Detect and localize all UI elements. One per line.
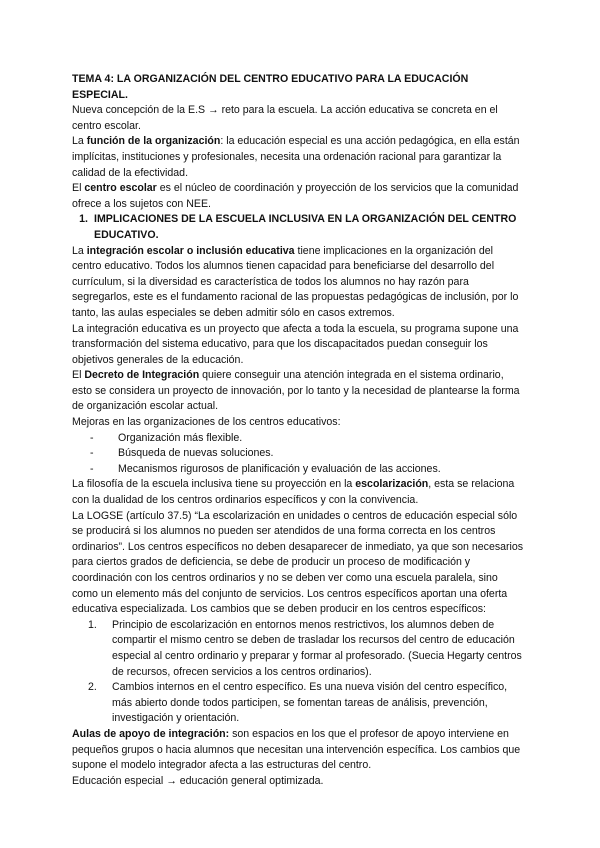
bold-term: centro escolar [84,182,157,195]
list-item: - Mecanismos rigurosos de planificación y evaluación de las acciones. [90,462,441,475]
bullet-list [72,431,524,478]
bold-term: Decreto de Integración [84,369,200,382]
paragraph-intro: Nueva concepción de la E.S → reto para la escuela. La acción educativa se concreta en el centro escolar. [72,104,498,132]
bold-term: integración escolar o inclusión educativa [86,244,295,257]
bold-term: Aulas de apoyo de integración: [72,727,230,740]
paragraph-filosofia: La filosofía de la escuela inclusiva tiene su proyección en la escolarización, esta se relaciona con la dualidad de los centros ordinarios específicos y con la convivencia. [72,478,515,507]
paragraph-aulas: Aulas de apoyo de integración: son espacios en los que el profesor de apoyo interviene en pequeños grupos o hacia alumnos que necesitan una intervención específica. Los cambios que supone el modelo integrador afecta a las estructuras del centro. [72,727,521,772]
document-title: TEMA 4: LA ORGANIZACIÓN DEL CENTRO EDUCATIVO PARA LA EDUCACIÓN ESPECIAL. [72,73,469,101]
paragraph-conclusion: Educación especial → educación general optimizada. [72,774,324,787]
list-item: - Organización más flexible. [90,431,243,444]
bold-term: función de la organización [86,135,221,148]
list-item: 1. Principio de escolarización en entornos menos restrictivos, los alumnos deben de compartir el mismo centro se deben de trasladar los recursos del centro de educación especial al centro ordinario y preparar y formar al profesorado. (Suecia Hegarty centros de recursos, ofrecen servicios a los centros ordinarios). [88,618,522,678]
paragraph-decreto: El Decreto de Integración quiere conseguir una atención integrada en el sistema ordinario, esto se considera un proyecto de innovación, por lo tanto y la necesidad de plantearse la forma de organización escolar actual. [72,369,520,413]
numbered-list [72,618,524,727]
paragraph-mejoras: Mejoras en las organizaciones de los centros educativos: [72,416,341,429]
paragraph-centro: El centro escolar es el núcleo de coordinación y proyección de los servicios que la comunidad ofrece a los sujetos con NEE. [72,182,519,210]
document-page [72,72,524,789]
paragraph-funcion: La función de la organización: la educación especial es una acción pedagógica, en ella están implícitas, instituciones y profesionales, necesita una ordenación racional para garantizar la calidad de la efectividad. [72,135,520,179]
section-heading: 1. IMPLICACIONES DE LA ESCUELA INCLUSIVA EN LA ORGANIZACIÓN DEL CENTRO EDUCATIVO. [79,213,517,241]
list-item: - Búsqueda de nuevas soluciones. [90,447,274,460]
bold-term: escolarización [355,478,429,491]
list-item: 2. Cambios internos en el centro específico. Es una nueva visión del centro específico, más abierto donde todos participen, se fomentan tareas de análisis, prevención, investigación y orientación. [88,681,508,725]
paragraph-integracion: La integración escolar o inclusión educativa tiene implicaciones en la organización del centro educativo. Todos los alumnos tienen capacidad para beneficiarse del desarrollo del currículum, si la diversidad es característica de todos los alumnos no hay razón para segregarlos, este es el fundamento racional de las propuestas pedagógicas de inclusión, por lo tanto, las aulas especiales se deben admitir sólo en casos extremos. [72,244,519,319]
paragraph-proyecto: La integración educativa es un proyecto que afecta a toda la escuela, su programa supone una transformación del sistema educativo, para que los discapacitados puedan conseguir los objetivos generales de la educación. [72,322,519,366]
paragraph-logse: La LOGSE (artículo 37.5) “La escolarización en unidades o centros de educación especial sólo se producirá si los alumnos no pueden ser atendidos de una forma correcta en los centros ordinarios”. Los centros específicos no deben desaparecer de inmediato, ya que son necesarios para ciertos grados de deficiencia, se debe de producir un proceso de modificación y coordinación con los centros ordinarios y no se deben ver como una escuela paralela, sino como un elemento más del conjunto de servicios. Los centros específicos aportan una oferta educativa especializada. Los cambios que se deben producir en los centros específicos: [72,509,524,616]
